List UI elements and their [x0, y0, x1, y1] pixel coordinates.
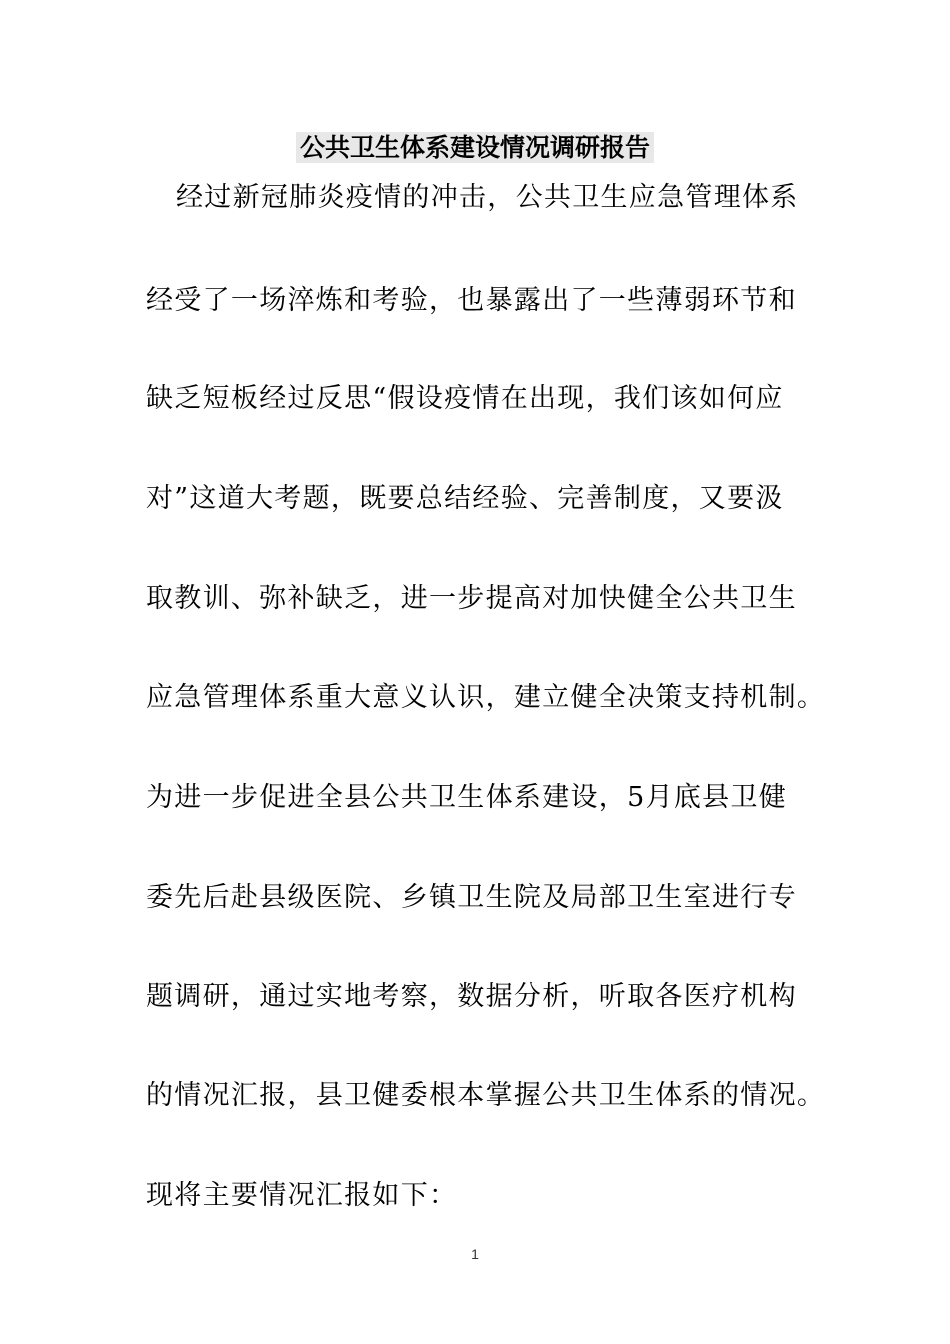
body-line: 应急管理体系重大意义认识，建立健全决策支持机制。 — [146, 682, 826, 713]
body-line: 现将主要情况汇报如下： — [146, 1180, 458, 1211]
page-number: 1 — [471, 1246, 479, 1262]
body-line: 题调研，通过实地考察，数据分析，听取各医疗机构 — [146, 981, 797, 1012]
body-line: 取教训、弥补缺乏，进一步提高对加快健全公共卫生 — [146, 583, 797, 614]
body-line: 对”这道大考题，既要总结经验、完善制度，又要汲 — [146, 483, 784, 514]
body-line: 为进一步促进全县公共卫生体系建设，5月底县卫健 — [146, 782, 788, 813]
body-line: 经过新冠肺炎疫情的冲击，公共卫生应急管理体系 — [176, 182, 799, 213]
body-line: 的情况汇报，县卫健委根本掌握公共卫生体系的情况。 — [146, 1080, 826, 1111]
document-title-text: 公共卫生体系建设情况调研报告 — [296, 132, 654, 163]
body-line: 缺乏短板经过反思“假设疫情在出现，我们该如何应 — [146, 383, 784, 414]
body-line: 经受了一场淬炼和考验，也暴露出了一些薄弱环节和 — [146, 285, 797, 316]
body-line: 委先后赴县级医院、乡镇卫生院及局部卫生室进行专 — [146, 882, 797, 913]
